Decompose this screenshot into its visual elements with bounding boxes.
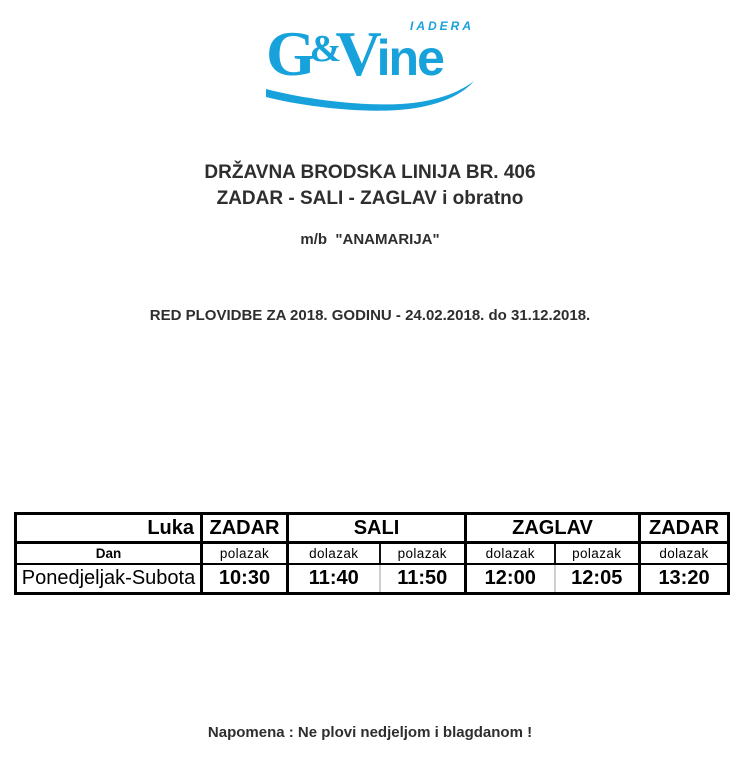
time-cell: 12:00 bbox=[466, 564, 555, 594]
port-header-zadar-arrive: ZADAR bbox=[640, 514, 729, 543]
gv-line-logo bbox=[266, 16, 474, 112]
col-header-cell: polazak bbox=[555, 543, 640, 565]
logo-letter-v: V bbox=[335, 18, 382, 89]
wave-icon bbox=[266, 80, 474, 112]
col-header-cell: polazak bbox=[202, 543, 288, 565]
timetable-table bbox=[14, 512, 730, 595]
port-header-sali: SALI bbox=[288, 514, 466, 543]
col-header-cell: dolazak bbox=[640, 543, 729, 565]
day-range-cell: Ponedjeljak-Subota bbox=[21, 567, 196, 589]
vessel-name: m/b "ANAMARIJA" bbox=[300, 231, 440, 248]
route-title-line1: DRŽAVNA BRODSKA LINIJA BR. 406 bbox=[204, 162, 536, 183]
corner-luka-label: Luka bbox=[16, 514, 202, 543]
timetable-page bbox=[0, 16, 740, 743]
direction-header-row bbox=[16, 543, 729, 565]
route-title-line2: ZADAR - SALI - ZAGLAV i obratno bbox=[216, 188, 524, 209]
corner-dan-label: Dan bbox=[16, 543, 202, 565]
logo-line-text: ine bbox=[376, 30, 443, 86]
port-header-zadar-depart: ZADAR bbox=[202, 514, 288, 543]
time-cell: 13:20 bbox=[640, 564, 729, 594]
logo-ampersand: & bbox=[309, 28, 342, 70]
time-cell: 10:30 bbox=[202, 564, 288, 594]
schedule-row bbox=[16, 564, 729, 594]
time-cell: 11:50 bbox=[380, 564, 466, 594]
col-header-cell: polazak bbox=[380, 543, 466, 565]
col-header-cell: dolazak bbox=[466, 543, 555, 565]
footer-note: Napomena : Ne plovi nedjeljom i blagdanom ! bbox=[207, 724, 533, 741]
logo-tagline: IADERA bbox=[409, 19, 474, 33]
time-cell: 11:40 bbox=[288, 564, 380, 594]
logo-letter-g: G bbox=[266, 18, 316, 89]
col-header-cell: dolazak bbox=[288, 543, 380, 565]
schedule-period: RED PLOVIDBE ZA 2018. GODINU - 24.02.2018. do 31.12.2018. bbox=[149, 307, 591, 324]
port-header-row bbox=[16, 514, 729, 543]
port-header-zaglav: ZAGLAV bbox=[466, 514, 640, 543]
time-cell: 12:05 bbox=[555, 564, 640, 594]
